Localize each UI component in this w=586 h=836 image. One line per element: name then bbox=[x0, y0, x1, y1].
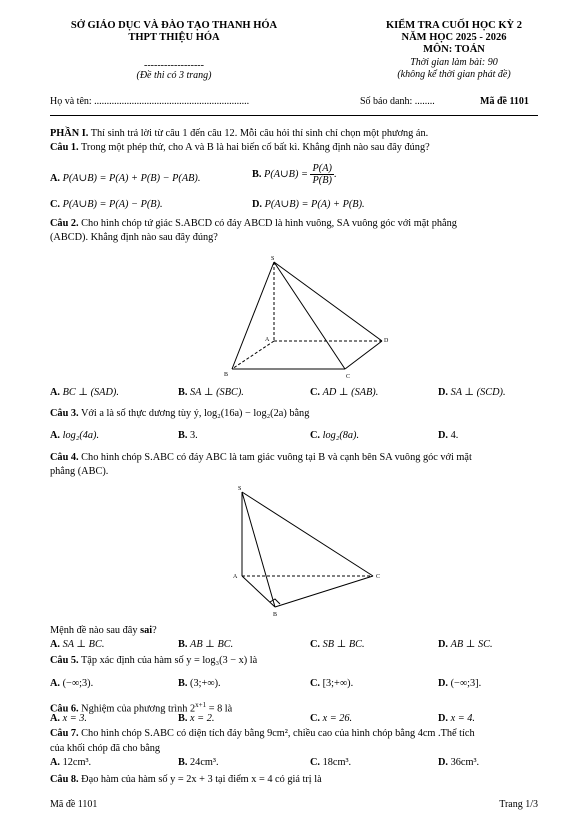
q2-option-b[interactable]: B. SA ⊥ (SBC). bbox=[178, 387, 244, 398]
label-a: A bbox=[233, 574, 238, 580]
label-b: B bbox=[224, 372, 229, 378]
header-divider bbox=[50, 115, 538, 116]
edge-sb bbox=[232, 262, 274, 369]
q2-text: Cho hình chóp tứ giác S.ABCD có đáy ABCD là hình vuông, SA vuông góc với mặt phẳng bbox=[78, 218, 457, 229]
part1-text: Thí sinh trả lời từ câu 1 đến câu 12. Mỗi câu hỏi thí sinh chỉ chọn một phương án. bbox=[88, 128, 429, 139]
q3-option-c[interactable]: C. log₂(8a). bbox=[310, 430, 360, 441]
q4-text-line2: phẳng (ABC). bbox=[50, 466, 109, 477]
exam-title: KIỂM TRA CUỐI HỌC KỲ 2 bbox=[385, 20, 523, 31]
q1-b-fraction: $\frac{P(A)}{P(B)}$ bbox=[312, 163, 332, 186]
q2-text-line2: (ABCD). Khẳng định nào sau đây đúng? bbox=[50, 232, 218, 243]
q3-option-b[interactable]: B. 3. bbox=[178, 430, 198, 441]
q7-option-d[interactable]: D. 36cm³. bbox=[438, 757, 480, 768]
time-limit: Thời gian làm bài: 90 bbox=[410, 57, 498, 68]
student-id-label: Số báo danh: ........ bbox=[360, 96, 435, 107]
q5-option-a[interactable]: A. (−∞;3). bbox=[50, 678, 94, 689]
q1-option-d[interactable]: D. P(A∪B) = P(A) + P(B). bbox=[252, 199, 365, 210]
time-note: (không kể thời gian phát đề) bbox=[397, 69, 511, 80]
q5-label: Câu 5. bbox=[50, 655, 79, 666]
edge-sc bbox=[274, 262, 345, 369]
label-s: S bbox=[271, 256, 275, 262]
q4-option-d[interactable]: D. AB ⊥ SC. bbox=[438, 639, 493, 650]
part1-title: PHẦN I. bbox=[50, 128, 89, 139]
question-5 bbox=[50, 654, 257, 667]
question-2 bbox=[50, 217, 457, 230]
q1-option-a[interactable]: A. P(A∪B) = P(A) + P(B) − P(AB). bbox=[50, 173, 201, 184]
edge-sd bbox=[274, 262, 382, 341]
q5-option-b[interactable]: B. (3;+∞). bbox=[178, 678, 221, 689]
footer-exam-code: Mã đề 1101 bbox=[50, 799, 98, 810]
school-year: NĂM HỌC 2025 - 2026 bbox=[401, 32, 507, 43]
label-a: A bbox=[265, 337, 270, 343]
q2-option-c[interactable]: C. AD ⊥ (SAB). bbox=[310, 387, 379, 398]
q7-text: Cho hình chóp S.ABC có diện tích đáy bằng 9cm², chiều cao của hình chóp bằng 4cm .Thể tích bbox=[78, 728, 475, 739]
q6-option-b[interactable]: B. x = 2. bbox=[178, 713, 215, 724]
q7-option-c[interactable]: C. 18cm³. bbox=[310, 757, 352, 768]
label-c: C bbox=[376, 574, 381, 580]
q5-option-d[interactable]: D. (−∞;3]. bbox=[438, 678, 482, 689]
edge-sb bbox=[242, 492, 275, 607]
q6-option-c[interactable]: C. x = 26. bbox=[310, 713, 353, 724]
edge-ab bbox=[232, 341, 274, 369]
q4-label: Câu 4. bbox=[50, 452, 79, 463]
q6-exponent: x+1 bbox=[195, 701, 207, 709]
q4-option-b[interactable]: B. AB ⊥ BC. bbox=[178, 639, 234, 650]
q1-label: Câu 1. bbox=[50, 142, 79, 153]
q5-text: Tập xác định của hàm số y = log₃(3 − x) là bbox=[78, 655, 258, 666]
q3-option-d[interactable]: D. 4. bbox=[438, 430, 459, 441]
department-name: SỞ GIÁO DỤC VÀ ĐÀO TẠO THANH HÓA bbox=[70, 20, 278, 31]
question-4 bbox=[50, 451, 472, 464]
q7-option-b[interactable]: B. 24cm³. bbox=[178, 757, 219, 768]
q4-text: Cho hình chóp S.ABC có đáy ABC là tam giác vuông tại B và cạnh bên SA vuông góc với mặt bbox=[78, 452, 472, 463]
q8-text: Đạo hàm của hàm số y = 2x + 3 tại điểm x = 4 có giá trị là bbox=[78, 774, 322, 785]
question-3 bbox=[50, 407, 309, 420]
q6-option-a[interactable]: A. x = 3. bbox=[50, 713, 87, 724]
q6-label: Câu 6. bbox=[50, 703, 79, 715]
school-name: THPT THIỆU HÓA bbox=[128, 32, 220, 43]
question-8 bbox=[50, 773, 322, 786]
q2-option-d[interactable]: D. SA ⊥ (SCD). bbox=[438, 387, 506, 398]
q5-option-c[interactable]: C. [3;+∞). bbox=[310, 678, 354, 689]
label-c: C bbox=[346, 374, 351, 380]
q1-option-c[interactable]: C. P(A∪B) = P(A) − P(B). bbox=[50, 199, 163, 210]
label-d: D bbox=[384, 338, 389, 344]
edge-bc bbox=[275, 576, 373, 607]
q3-label: Câu 3. bbox=[50, 408, 79, 419]
q4-false-word: sai bbox=[140, 625, 153, 636]
name-dots: .............................................................. bbox=[94, 96, 250, 107]
q1-text: Trong một phép thử, cho A và B là hai biến cố bất kì. Khẳng định nào sau đây đúng? bbox=[78, 142, 430, 153]
q3-option-a[interactable]: A. log₂(4a). bbox=[50, 430, 100, 441]
edge-sc bbox=[242, 492, 373, 576]
q3-text: Với a là số thực dương tùy ý, log₂(16a) − log₂(2a) bằng bbox=[78, 408, 310, 419]
q4-option-c[interactable]: C. SB ⊥ BC. bbox=[310, 639, 365, 650]
q6-option-d[interactable]: D. x = 4. bbox=[438, 713, 475, 724]
question-6: Câu 6. Nghiệm của phương trình $2^{x+1} = 8$ là bbox=[50, 701, 233, 715]
q4-pyramid-figure bbox=[225, 482, 395, 622]
exam-code: Mã đề 1101 bbox=[480, 96, 529, 107]
q2-option-a[interactable]: A. BC ⊥ (SAD). bbox=[50, 387, 119, 398]
q8-label: Câu 8. bbox=[50, 774, 79, 785]
q2-label: Câu 2. bbox=[50, 218, 79, 229]
question-1 bbox=[50, 141, 430, 154]
q7-label: Câu 7. bbox=[50, 728, 79, 739]
pages-note: (Đề thi có 3 trang) bbox=[136, 70, 212, 81]
name-label: Họ và tên: bbox=[50, 96, 95, 107]
question-7 bbox=[50, 727, 475, 740]
label-b: B bbox=[273, 612, 278, 618]
header-dashes: ------------------ bbox=[144, 60, 204, 71]
subject: MÔN: TOÁN bbox=[423, 44, 485, 55]
label-s: S bbox=[238, 486, 242, 492]
q4-prompt: Mệnh đề nào sau đây sai? bbox=[50, 625, 157, 636]
footer-page-number: Trang 1/3 bbox=[499, 799, 538, 810]
edge-cd bbox=[345, 341, 382, 369]
q1-option-b[interactable]: B. P(A∪B) = $\frac{P(A)}{P(B)}$ . bbox=[252, 163, 337, 186]
q2-pyramid-figure bbox=[220, 252, 400, 382]
q7-text-line2: của khối chóp đã cho bằng bbox=[50, 743, 161, 754]
part1-instruction bbox=[50, 127, 428, 140]
q7-option-a[interactable]: A. 12cm³. bbox=[50, 757, 92, 768]
q4-option-a[interactable]: A. SA ⊥ BC. bbox=[50, 639, 105, 650]
student-name-field bbox=[50, 96, 249, 107]
